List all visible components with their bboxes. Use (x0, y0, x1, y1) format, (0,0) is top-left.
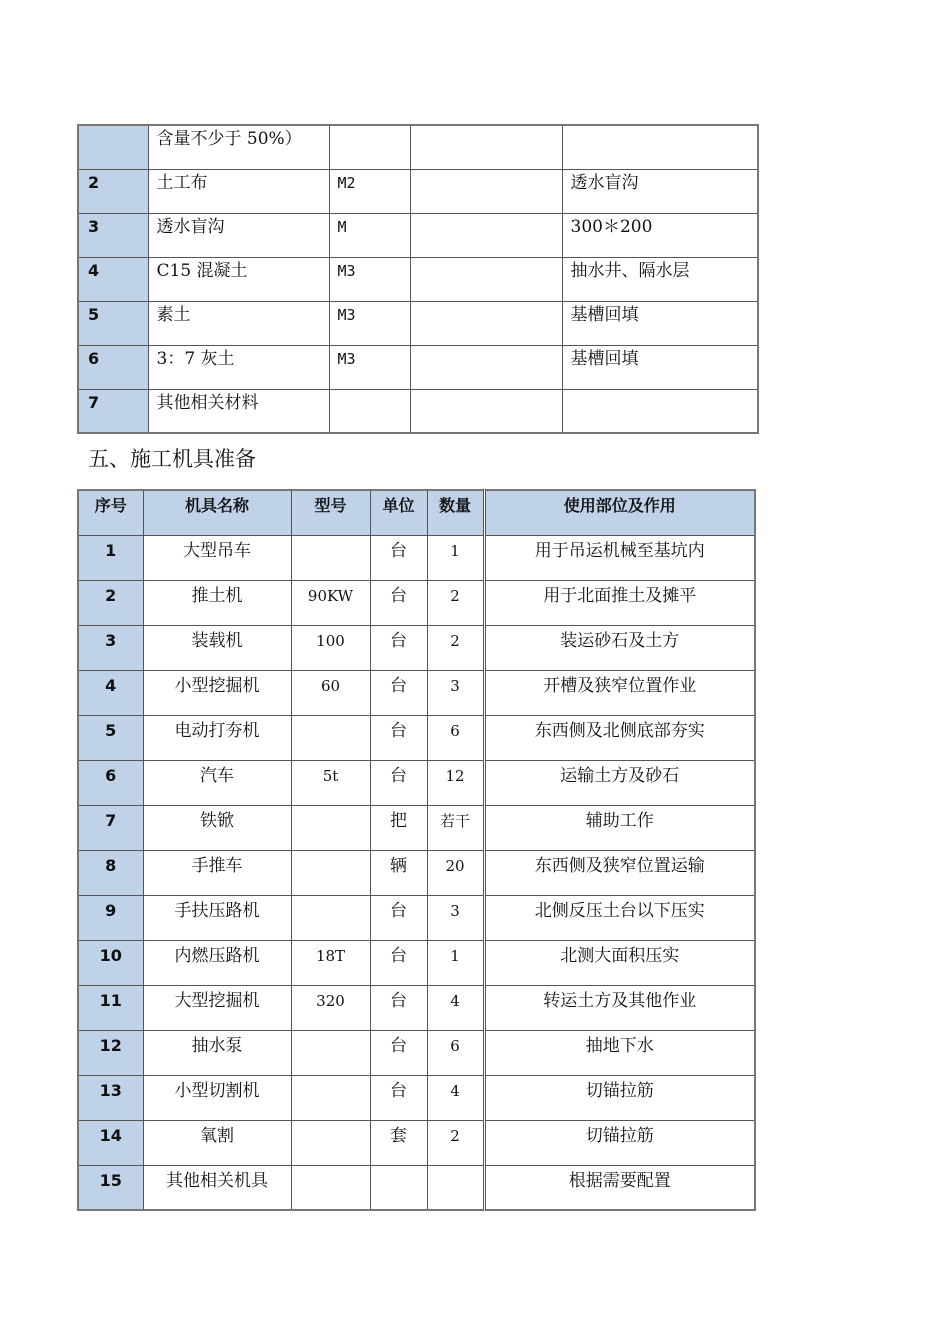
machine-no-cell: 14 (78, 1120, 143, 1165)
material-no-cell: 3 (78, 213, 148, 257)
material-no-cell: 6 (78, 345, 148, 389)
machine-model-cell (291, 1075, 370, 1120)
machine-qty-cell: 1 (427, 535, 484, 580)
machine-unit-cell: 台 (370, 625, 427, 670)
machine-qty-cell: 若干 (427, 805, 484, 850)
material-name-cell: 含量不少于 50%） (148, 125, 329, 169)
machine-model-cell: 100 (291, 625, 370, 670)
materials-table-body (78, 125, 758, 433)
machine-name-cell: 其他相关机具 (143, 1165, 291, 1210)
machine-no-cell: 12 (78, 1030, 143, 1075)
material-qty-cell (410, 301, 562, 345)
machine-qty-cell: 6 (427, 715, 484, 760)
table-row (78, 940, 755, 985)
material-name-cell: 3：7 灰土 (148, 345, 329, 389)
machine-unit-cell: 台 (370, 940, 427, 985)
machine-name-cell: 小型挖掘机 (143, 670, 291, 715)
machine-model-cell: 5t (291, 760, 370, 805)
table-row (78, 670, 755, 715)
machine-no-cell: 3 (78, 625, 143, 670)
material-name-cell: 土工布 (148, 169, 329, 213)
machine-no-cell: 6 (78, 760, 143, 805)
machine-use-cell: 用于吊运机械至基坑内 (484, 535, 755, 580)
material-note-cell: 透水盲沟 (562, 169, 758, 213)
machine-model-cell: 320 (291, 985, 370, 1030)
machine-qty-cell: 12 (427, 760, 484, 805)
machine-unit-cell: 台 (370, 1075, 427, 1120)
material-note-cell: 基槽回填 (562, 345, 758, 389)
header-no: 序号 (78, 490, 143, 535)
machine-qty-cell: 3 (427, 670, 484, 715)
material-no-cell: 4 (78, 257, 148, 301)
machine-no-cell: 2 (78, 580, 143, 625)
material-unit-cell: M (329, 213, 410, 257)
machine-no-cell: 11 (78, 985, 143, 1030)
machine-qty-cell: 2 (427, 625, 484, 670)
table-row (78, 625, 755, 670)
machine-name-cell: 手推车 (143, 850, 291, 895)
machine-name-cell: 推土机 (143, 580, 291, 625)
machine-use-cell: 运输土方及砂石 (484, 760, 755, 805)
machinery-table-header-row (78, 490, 755, 535)
material-note-cell: 300＊200 (562, 213, 758, 257)
header-use: 使用部位及作用 (484, 490, 755, 535)
machine-unit-cell (370, 1165, 427, 1210)
table-row (78, 760, 755, 805)
material-qty-cell (410, 389, 562, 433)
machine-qty-cell: 20 (427, 850, 484, 895)
machine-model-cell (291, 715, 370, 760)
machine-use-cell: 转运土方及其他作业 (484, 985, 755, 1030)
machine-use-cell: 切锚拉筋 (484, 1120, 755, 1165)
machine-name-cell: 大型挖掘机 (143, 985, 291, 1030)
machine-use-cell: 抽地下水 (484, 1030, 755, 1075)
machine-unit-cell: 台 (370, 535, 427, 580)
machine-qty-cell: 4 (427, 985, 484, 1030)
machine-unit-cell: 台 (370, 580, 427, 625)
section-title: 五、施工机具准备 (88, 447, 256, 471)
material-unit-cell: M3 (329, 257, 410, 301)
machine-use-cell: 东西侧及狭窄位置运输 (484, 850, 755, 895)
material-unit-cell: M3 (329, 301, 410, 345)
material-unit-cell: M2 (329, 169, 410, 213)
machine-name-cell: 电动打夯机 (143, 715, 291, 760)
machine-name-cell: 小型切割机 (143, 1075, 291, 1120)
table-row (78, 1165, 755, 1210)
material-no-cell: 2 (78, 169, 148, 213)
machine-qty-cell: 2 (427, 1120, 484, 1165)
machine-unit-cell: 台 (370, 715, 427, 760)
header-model: 型号 (291, 490, 370, 535)
machine-name-cell: 汽车 (143, 760, 291, 805)
machine-no-cell: 8 (78, 850, 143, 895)
material-name-cell: C15 混凝土 (148, 257, 329, 301)
machine-no-cell: 9 (78, 895, 143, 940)
table-row (78, 389, 758, 433)
machine-model-cell: 18T (291, 940, 370, 985)
material-no-cell: 7 (78, 389, 148, 433)
machine-unit-cell: 台 (370, 760, 427, 805)
machine-model-cell (291, 850, 370, 895)
machine-use-cell: 开槽及狭窄位置作业 (484, 670, 755, 715)
machine-qty-cell (427, 1165, 484, 1210)
table-row (78, 1030, 755, 1075)
machine-model-cell (291, 1030, 370, 1075)
material-note-cell (562, 125, 758, 169)
machine-unit-cell: 套 (370, 1120, 427, 1165)
machine-model-cell (291, 535, 370, 580)
machine-name-cell: 大型吊车 (143, 535, 291, 580)
table-row (78, 345, 758, 389)
machine-unit-cell: 辆 (370, 850, 427, 895)
header-qty: 数量 (427, 490, 484, 535)
header-name: 机具名称 (143, 490, 291, 535)
machine-name-cell: 铁锨 (143, 805, 291, 850)
machine-use-cell: 辅助工作 (484, 805, 755, 850)
machine-qty-cell: 6 (427, 1030, 484, 1075)
material-unit-cell (329, 389, 410, 433)
machinery-table-body (78, 535, 755, 1210)
material-name-cell: 素土 (148, 301, 329, 345)
table-row (78, 1075, 755, 1120)
machine-name-cell: 装载机 (143, 625, 291, 670)
machine-name-cell: 手扶压路机 (143, 895, 291, 940)
table-row (78, 805, 755, 850)
machine-unit-cell: 台 (370, 895, 427, 940)
machine-model-cell: 90KW (291, 580, 370, 625)
table-row (78, 213, 758, 257)
header-unit: 单位 (370, 490, 427, 535)
table-row (78, 301, 758, 345)
machine-no-cell: 4 (78, 670, 143, 715)
table-row (78, 850, 755, 895)
material-qty-cell (410, 125, 562, 169)
material-unit-cell: M3 (329, 345, 410, 389)
material-qty-cell (410, 257, 562, 301)
machine-name-cell: 内燃压路机 (143, 940, 291, 985)
machine-no-cell: 13 (78, 1075, 143, 1120)
materials-table (77, 124, 759, 434)
material-name-cell: 透水盲沟 (148, 213, 329, 257)
machine-use-cell: 根据需要配置 (484, 1165, 755, 1210)
machine-qty-cell: 2 (427, 580, 484, 625)
table-row (78, 580, 755, 625)
material-note-cell (562, 389, 758, 433)
table-row (78, 715, 755, 760)
machine-no-cell: 10 (78, 940, 143, 985)
machine-use-cell: 北侧反压土台以下压实 (484, 895, 755, 940)
machine-no-cell: 1 (78, 535, 143, 580)
material-qty-cell (410, 345, 562, 389)
material-no-cell (78, 125, 148, 169)
machine-unit-cell: 把 (370, 805, 427, 850)
table-row (78, 895, 755, 940)
machine-no-cell: 5 (78, 715, 143, 760)
table-row (78, 985, 755, 1030)
table-row (78, 1120, 755, 1165)
material-qty-cell (410, 213, 562, 257)
machine-no-cell: 15 (78, 1165, 143, 1210)
material-unit-cell (329, 125, 410, 169)
machine-use-cell: 装运砂石及土方 (484, 625, 755, 670)
machine-unit-cell: 台 (370, 985, 427, 1030)
machine-model-cell (291, 805, 370, 850)
material-note-cell: 抽水井、隔水层 (562, 257, 758, 301)
machinery-table (77, 489, 756, 1211)
machine-qty-cell: 3 (427, 895, 484, 940)
machine-use-cell: 切锚拉筋 (484, 1075, 755, 1120)
machine-model-cell (291, 1120, 370, 1165)
table-row (78, 125, 758, 169)
machine-name-cell: 氧割 (143, 1120, 291, 1165)
machine-model-cell (291, 895, 370, 940)
machine-no-cell: 7 (78, 805, 143, 850)
machine-model-cell: 60 (291, 670, 370, 715)
machine-unit-cell: 台 (370, 670, 427, 715)
machine-unit-cell: 台 (370, 1030, 427, 1075)
material-note-cell: 基槽回填 (562, 301, 758, 345)
machine-name-cell: 抽水泵 (143, 1030, 291, 1075)
machine-use-cell: 北测大面积压实 (484, 940, 755, 985)
material-name-cell: 其他相关材料 (148, 389, 329, 433)
material-no-cell: 5 (78, 301, 148, 345)
table-row (78, 535, 755, 580)
machine-use-cell: 用于北面推土及摊平 (484, 580, 755, 625)
table-row (78, 257, 758, 301)
machine-model-cell (291, 1165, 370, 1210)
machine-use-cell: 东西侧及北侧底部夯实 (484, 715, 755, 760)
machine-qty-cell: 4 (427, 1075, 484, 1120)
material-qty-cell (410, 169, 562, 213)
machine-qty-cell: 1 (427, 940, 484, 985)
table-row (78, 169, 758, 213)
